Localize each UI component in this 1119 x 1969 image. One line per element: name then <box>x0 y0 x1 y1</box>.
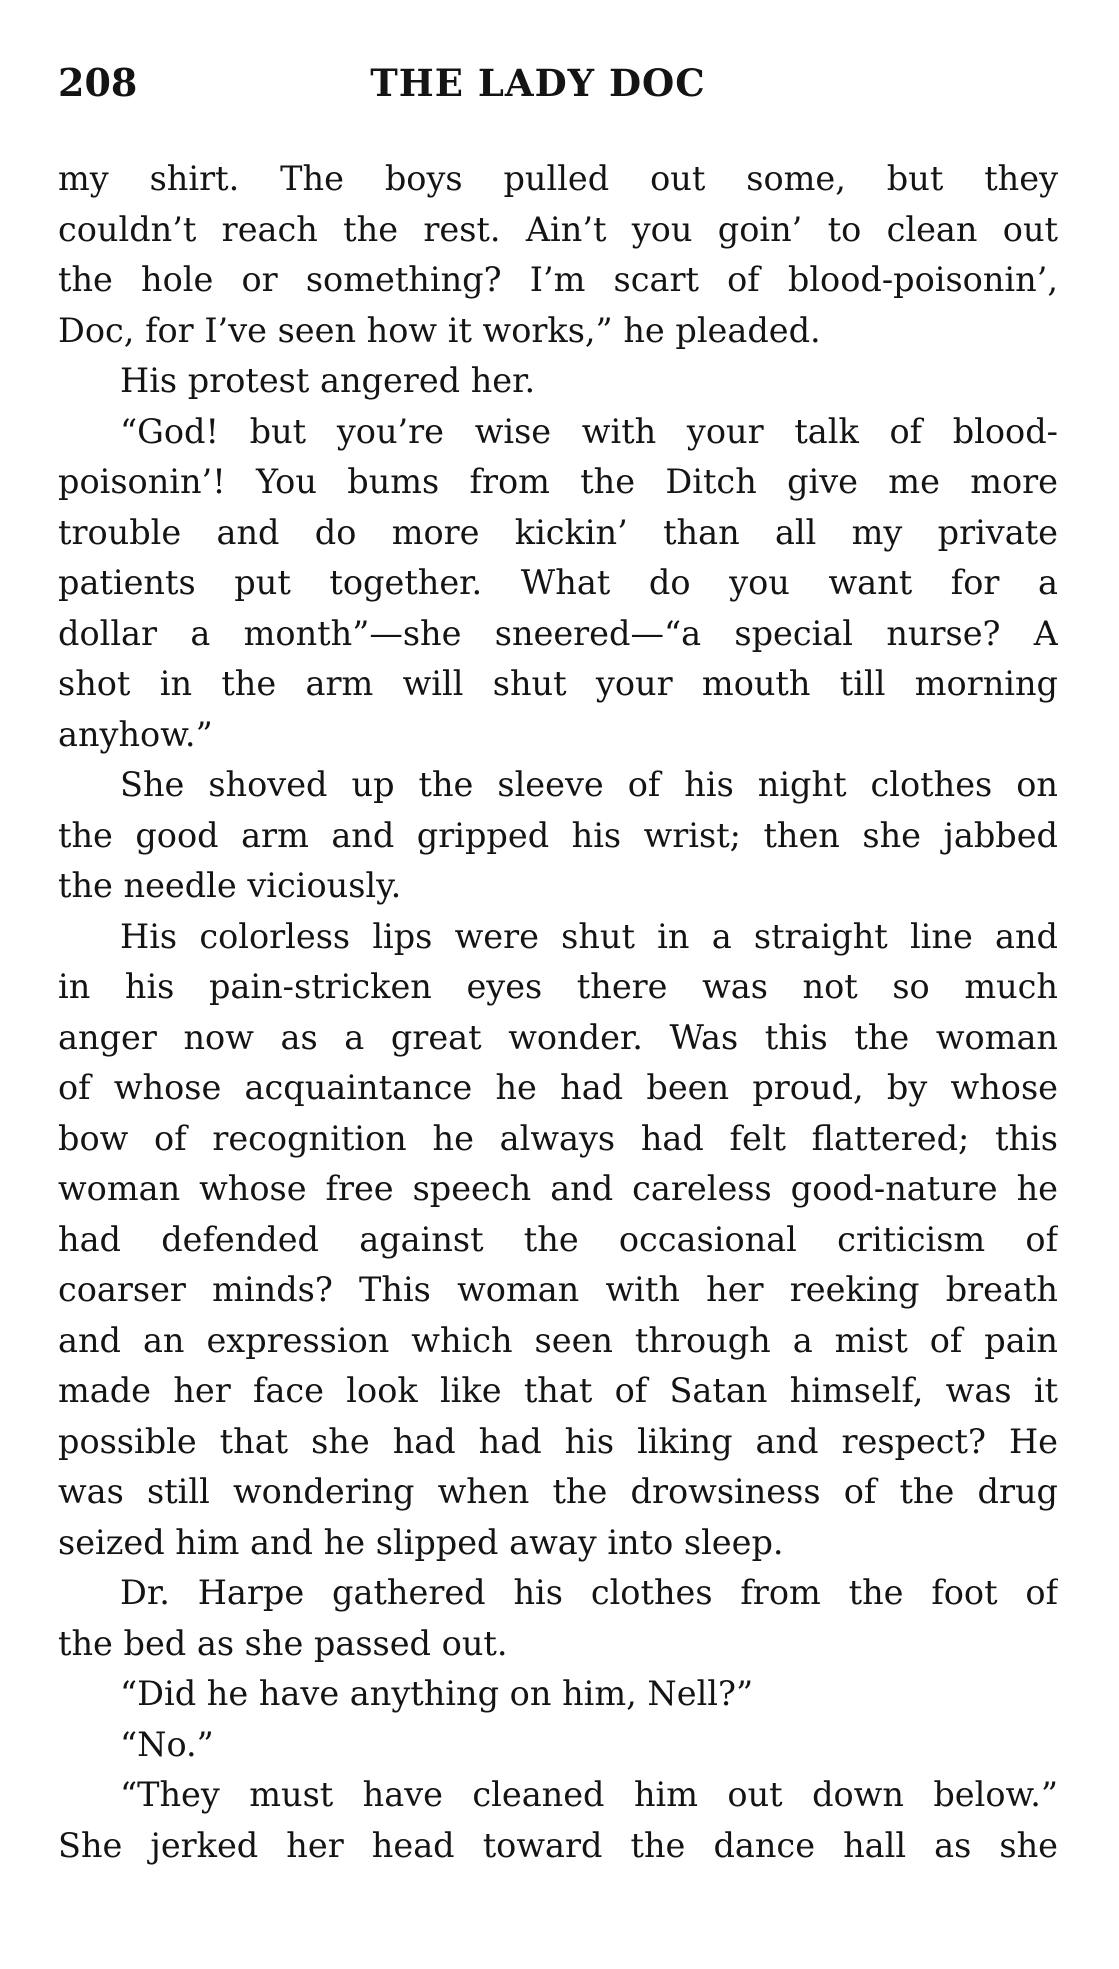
text-line: patients put together. What do you want for a <box>58 563 1058 602</box>
text-line: in his pain-stricken eyes there was not so much <box>58 967 1058 1006</box>
body-text <box>58 154 1058 1871</box>
text-line: coarser minds? This woman with her reeking breath <box>58 1270 1058 1309</box>
page-number: 208 <box>58 60 138 105</box>
text-line: my shirt. The boys pulled out some, but they <box>58 159 1058 198</box>
text-line: “No.” <box>120 1724 214 1764</box>
text-line: dollar a month”—she sneered—“a special nurse? A <box>58 613 1058 653</box>
text-line: made her face look like that of Satan himself, was it <box>58 1371 1058 1410</box>
text-line: She shoved up the sleeve of his night clothes on <box>120 765 1058 804</box>
text-line: “God! but you’re wise with your talk of blood- <box>120 411 1058 451</box>
text-line: bow of recognition he always had felt flattered; this <box>58 1118 1058 1158</box>
text-line: the bed as she passed out. <box>58 1623 508 1663</box>
text-line: anger now as a great wonder. Was this the woman <box>58 1017 1058 1057</box>
text-line: trouble and do more kickin’ than all my private <box>58 512 1058 552</box>
text-line: His protest angered her. <box>120 361 536 400</box>
text-line: was still wondering when the drowsiness of the drug <box>58 1472 1058 1511</box>
text-line: had defended against the occasional criticism of <box>58 1219 1058 1259</box>
text-line: Doc, for I’ve seen how it works,” he pleaded. <box>58 310 821 350</box>
text-line: the good arm and gripped his wrist; then she jabbed <box>58 815 1058 855</box>
text-line: possible that she had had his liking and respect? He <box>58 1421 1058 1461</box>
text-line: of whose acquaintance he had been proud, by whose <box>58 1068 1058 1107</box>
text-line: woman whose free speech and careless good-nature he <box>58 1169 1058 1208</box>
text-line: the needle viciously. <box>58 866 402 905</box>
book-page <box>58 58 1058 1865</box>
text-line: the hole or something? I’m scart of blood-poisonin’, <box>58 260 1058 299</box>
page-header <box>58 58 1058 118</box>
text-line: His colorless lips were shut in a straight line and <box>120 916 1058 956</box>
text-line: She jerked her head toward the dance hall as she <box>58 1825 1058 1865</box>
text-line: anyhow.” <box>58 714 213 754</box>
text-line: poisonin’! You bums from the Ditch give me more <box>58 462 1058 501</box>
text-line: seized him and he slipped away into sleep. <box>58 1522 784 1562</box>
text-line: couldn’t reach the rest. Ain’t you goin’ to clean out <box>58 209 1058 249</box>
text-line: “They must have cleaned him out down below.” <box>120 1775 1058 1814</box>
running-title: THE LADY DOC <box>370 61 706 105</box>
text-line: “Did he have anything on him, Nell?” <box>120 1674 754 1713</box>
text-line: and an expression which seen through a mist of pain <box>58 1320 1058 1360</box>
text-line: shot in the arm will shut your mouth till morning <box>58 664 1058 703</box>
text-line: Dr. Harpe gathered his clothes from the foot of <box>120 1573 1058 1612</box>
